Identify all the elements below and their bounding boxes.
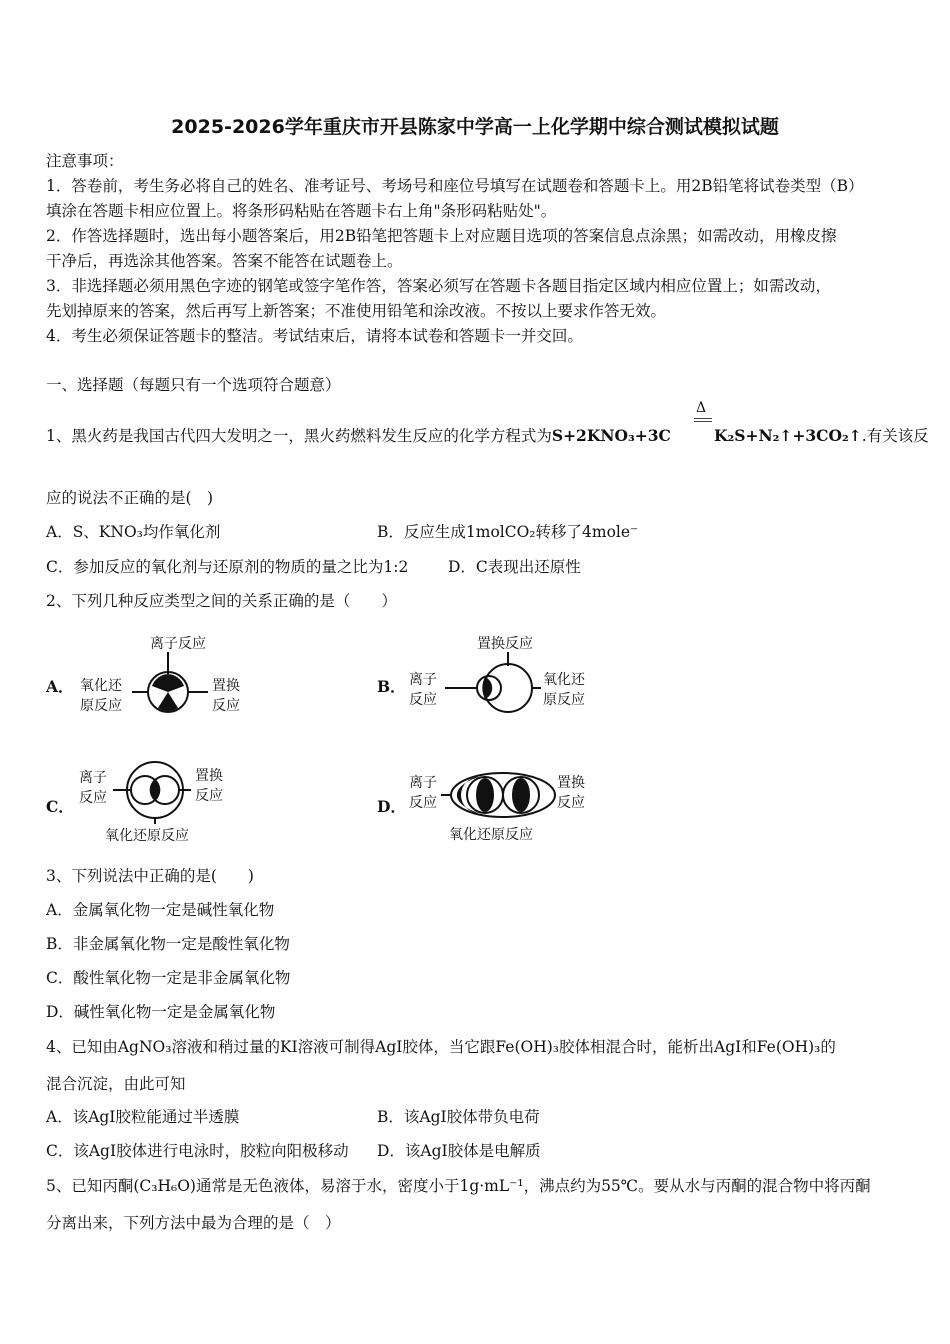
q3-option-a: A．金属氧化物一定是碱性氧化物 <box>46 901 275 919</box>
q4-option-b: B．该AgI胶体带负电荷 <box>377 1108 540 1126</box>
diagram-label: 反应 <box>409 795 437 811</box>
diagram-label: 反应 <box>409 692 437 708</box>
diagram-label: 置换 <box>557 775 585 791</box>
diagram-label: 氧化还原反应 <box>449 827 533 843</box>
diagram-label: 氧化还 <box>80 678 122 694</box>
q4-option-d: D．该AgI胶体是电解质 <box>377 1142 541 1160</box>
q1-option-a: A．S、KNO₃均作氧化剂 <box>46 523 221 541</box>
diagram-label: 离子反应 <box>150 636 206 652</box>
diagram-label: 氧化还原反应 <box>105 828 189 844</box>
diagram-label: 氧化还 <box>543 672 585 688</box>
notice-line: 先划掉原来的答案，然后再写上新答案；不准使用铅笔和涂改液。不按以上要求作答无效。 <box>46 302 667 320</box>
q2-option-b-label: B． <box>377 677 406 696</box>
q1-option-c: C．参加反应的氧化剂与还原剂的物质的量之比为1:2 <box>46 558 409 576</box>
q2-diagram-b <box>405 630 605 720</box>
q1-option-d: D．C表现出还原性 <box>448 558 581 576</box>
page-title: 2025-2026学年重庆市开县陈家中学高一上化学期中综合测试模拟试题 <box>171 116 779 138</box>
q5-stem: 5、已知丙酮(C₃H₆O)通常是无色液体，易溶于水，密度小于1g·mL⁻¹，沸点约为55℃。要从水与丙酮的混合物中将丙酮 <box>46 1177 871 1195</box>
q3-option-c: C．酸性氧化物一定是非金属氧化物 <box>46 969 291 987</box>
q2-diagram-c <box>75 760 255 850</box>
notice-line: 3．非选择题必须用黑色字迹的钢笔或签字笔作答，答案必须写在答题卡各题目指定区域内相应位置上；如需改动， <box>46 277 831 295</box>
q3-option-d: D．碱性氧化物一定是金属氧化物 <box>46 1003 276 1021</box>
diagram-label: 反应 <box>557 795 585 811</box>
q2-diagram-d <box>405 765 605 850</box>
q4-option-c: C．该AgI胶体进行电泳时，胶粒向阳极移动 <box>46 1142 349 1160</box>
diagram-label: 反应 <box>79 790 107 806</box>
diagram-label: 置换 <box>212 678 240 694</box>
q2-diagram-a <box>70 630 260 720</box>
q4-option-a: A．该AgI胶粒能通过半透膜 <box>46 1108 240 1126</box>
notice-line: 干净后，再选涂其他答案。答案不能答在试题卷上。 <box>46 252 403 270</box>
diagram-label: 反应 <box>212 698 240 714</box>
q5-stem-cont: 分离出来，下列方法中最为合理的是（ ） <box>46 1214 341 1232</box>
diagram-label: 反应 <box>195 788 223 804</box>
notice-line: 1．答卷前，考生务必将自己的姓名、准考证号、考场号和座位号填写在试题卷和答题卡上。用2B铅笔将试卷类型（B） <box>46 177 864 195</box>
notice-line: 4．考生必须保证答题卡的整洁。考试结束后，请将本试卷和答题卡一并交回。 <box>46 327 583 345</box>
diagram-label: 离子 <box>409 775 437 791</box>
diagram-label: 离子 <box>409 672 437 688</box>
q2-stem: 2、下列几种反应类型之间的关系正确的是（ ） <box>46 592 397 610</box>
notice-line: 填涂在答题卡相应位置上。将条形码粘贴在答题卡右上角"条形码粘贴处"。 <box>46 202 557 220</box>
diagram-label: 原反应 <box>543 692 585 708</box>
q4-stem: 4、已知由AgNO₃溶液和稍过量的KI溶液可制得AgI胶体，当它跟Fe(OH)₃胶体相混合时，能析出AgI和Fe(OH)₃的 <box>46 1038 836 1056</box>
q2-option-a-label: A． <box>46 677 74 696</box>
section-heading: 一、选择题（每题只有一个选项符合题意） <box>46 376 341 394</box>
notice-line: 2．作答选择题时，选出每小题答案后，用2B铅笔把答题卡上对应题目选项的答案信息点涂黑；如需改动，用橡皮擦 <box>46 227 837 245</box>
diagram-label: 置换 <box>195 768 223 784</box>
diagram-label: 离子 <box>79 770 107 786</box>
q1-stem: 1、黑火药是我国古代四大发明之一，黑火药燃料发生反应的化学方程式为S+2KNO₃+3C <box>46 426 671 445</box>
equation-arrow <box>694 418 712 422</box>
diagram-label: 置换反应 <box>477 636 533 652</box>
q1-option-b: B．反应生成1molCO₂转移了4mole⁻ <box>377 523 639 541</box>
heat-condition: Δ <box>696 400 707 416</box>
q1-stem-cont: 应的说法不正确的是( ) <box>46 489 214 507</box>
q1-equation-right: K₂S+N₂↑+3CO₂↑.有关该反 <box>714 426 929 445</box>
q2-option-d-label: D． <box>377 797 406 816</box>
q3-stem: 3、下列说法中正确的是( ) <box>46 867 254 885</box>
diagram-label: 原反应 <box>80 698 122 714</box>
notice-heading: 注意事项： <box>46 152 124 170</box>
q3-option-b: B．非金属氧化物一定是酸性氧化物 <box>46 935 290 953</box>
q2-option-c-label: C． <box>46 797 74 816</box>
q4-stem-cont: 混合沉淀，由此可知 <box>46 1075 186 1093</box>
